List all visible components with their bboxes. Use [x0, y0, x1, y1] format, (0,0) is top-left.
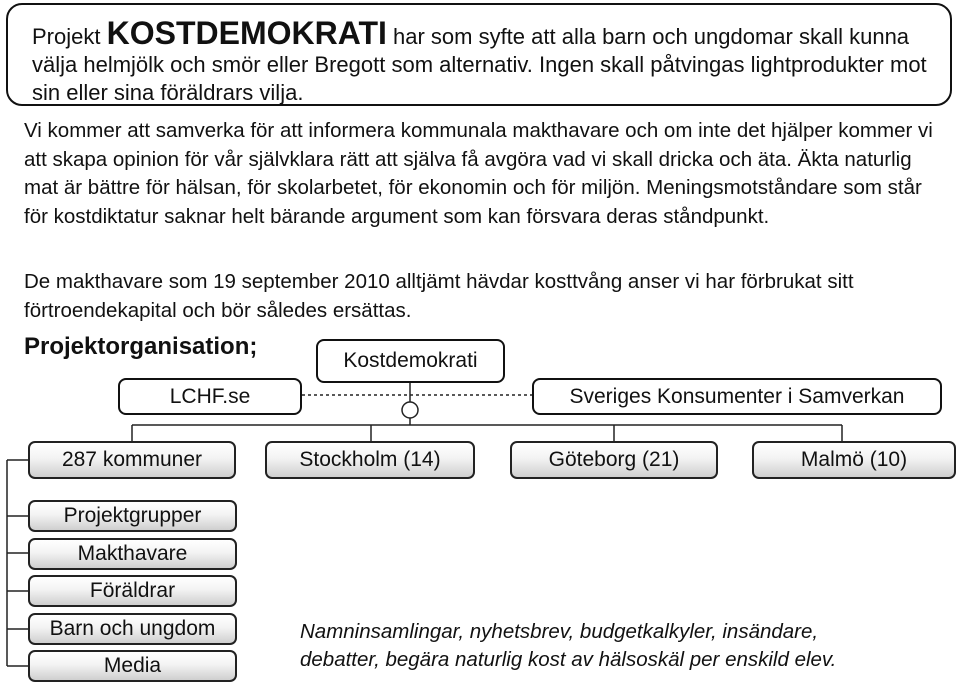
- org-top-box: Kostdemokrati: [316, 339, 505, 383]
- level2-box-kommuner: 287 kommuner: [28, 441, 236, 479]
- intro-rest: har som syfte att alla barn och ungdomar skall kunna välja helmjölk och smör eller Bregott som alternativ. Ingen skall påtvingas lightprodukter mot sin eller sina föräldrars vilja.: [32, 24, 927, 105]
- project-name: KOSTDEMOKRATI: [106, 15, 387, 51]
- group-box-media: Media: [28, 650, 237, 682]
- group-box-projektgrupper: Projektgrupper: [28, 500, 237, 532]
- activities-note: [300, 618, 836, 674]
- org-heading: Projektorganisation;: [24, 333, 258, 360]
- level2-box-goteborg: Göteborg (21): [510, 441, 718, 479]
- partner-right-box: Sveriges Konsumenter i Samverkan: [532, 378, 942, 415]
- level2-box-malmo: Malmö (10): [752, 441, 956, 479]
- level2-box-stockholm: Stockholm (14): [265, 441, 475, 479]
- group-box-barn-och-ungdom: Barn och ungdom: [28, 613, 237, 645]
- intro-box: [6, 3, 952, 106]
- note-line-1: Namninsamlingar, nyhetsbrev, budgetkalkyler, insändare,: [300, 620, 819, 643]
- intro-text: [32, 15, 932, 107]
- note-line-2: debatter, begära naturlig kost av hälsoskäl per enskild elev.: [300, 648, 837, 671]
- group-box-makthavare: Makthavare: [28, 538, 237, 570]
- paragraph-2: De makthavare som 19 september 2010 alltjämt hävdar kosttvång anser vi har förbrukat sitt förtroendekapital och bör således ersättas.: [24, 270, 854, 322]
- paragraph-1: Vi kommer att samverka för att informera kommunala makthavare och om inte det hjälper kommer vi att skapa opinion för vår självklara rätt att själva få avgöra vad vi skall dricka och äta. Äkta naturlig mat är bättre för hälsan, för skolarbetet, för ekonomin och för miljön. Meningsmotståndare som står för kostdiktatur saknar helt bärande argument som kan försvara deras ståndpunkt.: [24, 119, 933, 228]
- partner-left-box: LCHF.se: [118, 378, 302, 415]
- intro-prefix: Projekt: [32, 24, 107, 49]
- group-box-foraldrar: Föräldrar: [28, 575, 237, 607]
- junction-circle: [402, 402, 418, 418]
